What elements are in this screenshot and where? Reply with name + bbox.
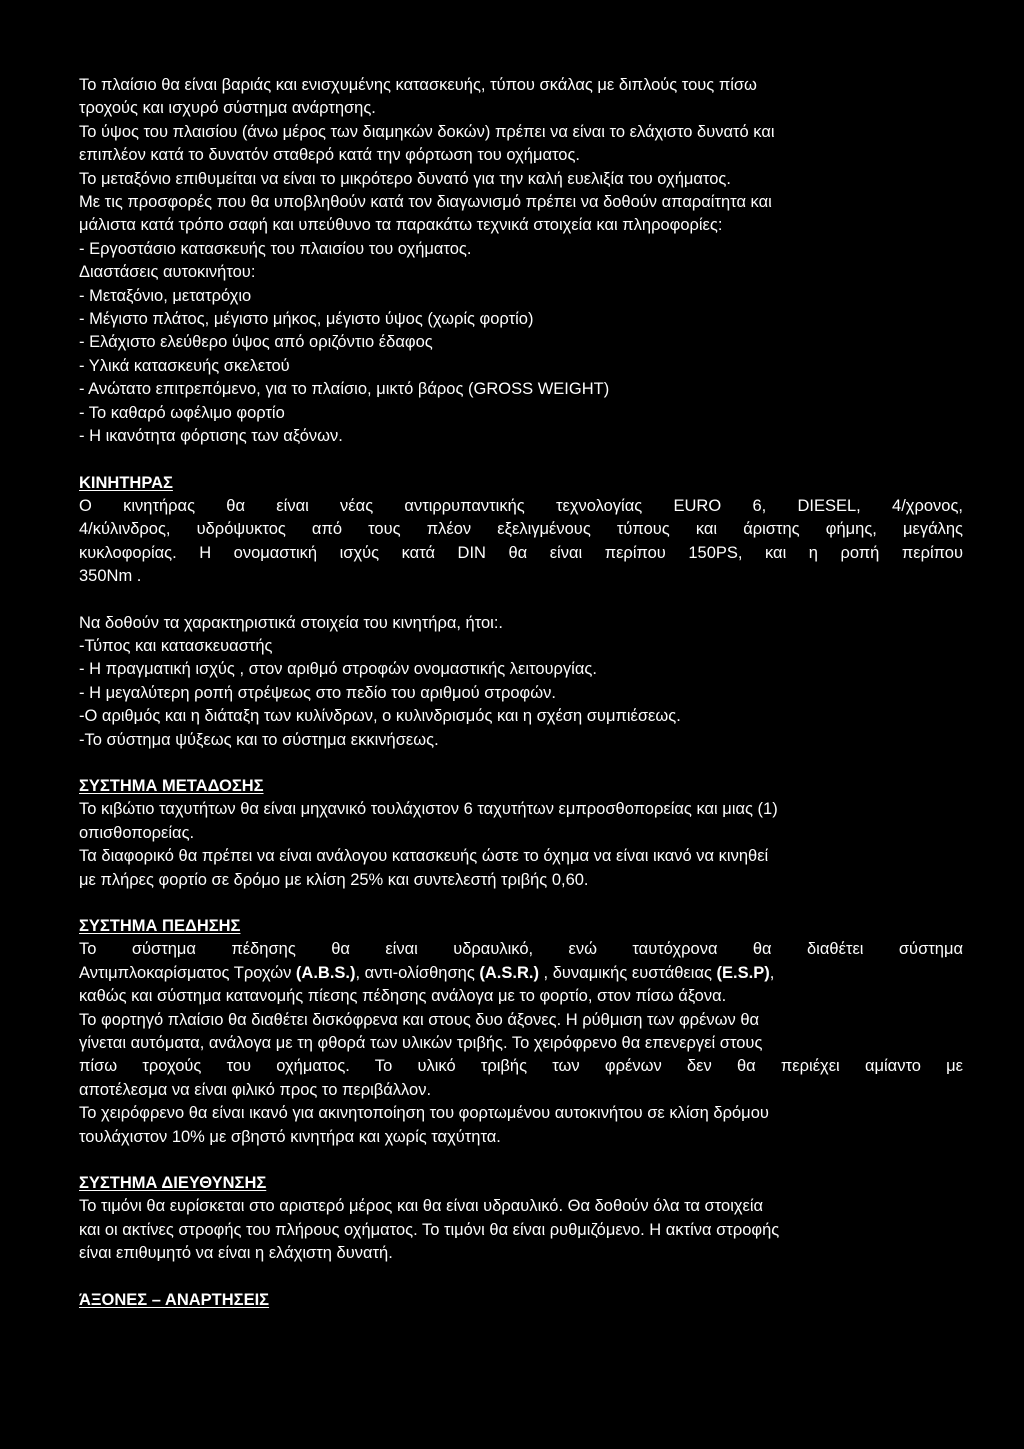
text-line: Το ύψος του πλαισίου (άνω μέρος των διαμηκών δοκών) πρέπει να είναι το ελάχιστο δυνατό και — [79, 122, 775, 141]
engine-section — [79, 472, 963, 752]
list-item: - Ανώτατο επιτρεπόμενο, για το πλαίσιο, μικτό βάρος (GROSS WEIGHT) — [79, 380, 610, 399]
section-heading-transmission: ΣΥΣΤΗΜΑ ΜΕΤΑΔΟΣΗΣ — [79, 776, 264, 795]
list-item: - Εργοστάσιο κατασκευής του πλαισίου του οχήματος. — [79, 239, 472, 258]
steering-section — [79, 1172, 963, 1266]
text-line: Διαστάσεις αυτοκινήτου: — [79, 263, 256, 282]
list-item: - Η πραγματική ισχύς , στον αριθμό στροφών ονομαστικής λειτουργίας. — [79, 660, 597, 679]
list-item: - Η μεγαλύτερη ροπή στρέψεως στο πεδίο του αριθμού στροφών. — [79, 683, 556, 702]
text-span: Αντιμπλοκαρίσματος Τροχών — [79, 963, 296, 982]
text-line: τροχούς και ισχυρό σύστημα ανάρτησης. — [79, 99, 376, 118]
text-line: και οι ακτίνες στροφής του πλήρους οχήματος. Το τιμόνι θα είναι ρυθμιζόμενο. Η ακτίνα στροφής — [79, 1220, 780, 1239]
section-heading-axles: ΆΞΟΝΕΣ – ΑΝΑΡΤΗΣΕΙΣ — [79, 1290, 270, 1309]
text-line: είναι επιθυμητό να είναι η ελάχιστη δυνατή. — [79, 1244, 393, 1263]
text-line: Να δοθούν τα χαρακτηριστικά στοιχεία του κινητήρα, ήτοι:. — [79, 613, 504, 632]
text-line: κυκλοφορίας. Η ονομαστική ισχύς κατά DIN θα είναι περίπου 150PS, και η ροπή περίπου — [79, 543, 963, 562]
text-line: πίσω τροχούς του οχήματος. Το υλικό τριβής των φρένων δεν θα περιέχει αμίαντο με — [79, 1057, 963, 1076]
text-line: 350Nm . — [79, 567, 142, 586]
text-line: Το σύστημα πέδησης θα είναι υδραυλικό, ενώ ταυτόχρονα θα διαθέτει σύστημα — [79, 940, 963, 959]
text-line: καθώς και σύστημα κατανομής πίεσης πέδησης ανάλογα με το φορτίο, στον πίσω άξονα. — [79, 987, 727, 1006]
brakes-section — [79, 915, 963, 1149]
text-span: , — [769, 963, 775, 982]
text-line: Το φορτηγό πλαίσιο θα διαθέτει δισκόφρενα και στους δυο άξονες. Η ρύθμιση των φρένων θα — [79, 1010, 760, 1029]
text-line: Με τις προσφορές που θα υποβληθούν κατά τον διαγωνισμό πρέπει να δοθούν απαραίτητα και — [79, 193, 772, 212]
text-line: Το μεταξόνιο επιθυμείται να είναι το μικρότερο δυνατό για την καλή ευελιξία του οχήματος. — [79, 169, 731, 188]
abbr-asr: (A.S.R.) — [479, 963, 539, 982]
text-line: επιπλέον κατά το δυνατόν σταθερό κατά την φόρτωση του οχήματος. — [79, 146, 581, 165]
text-line: Το πλαίσιο θα είναι βαριάς και ενισχυμένης κατασκευής, τύπου σκάλας με διπλούς τους πίσω — [79, 76, 757, 94]
list-item: - Μέγιστο πλάτος, μέγιστο μήκος, μέγιστο ύψος (χωρίς φορτίο) — [79, 310, 534, 329]
text-line: γίνεται αυτόματα, ανάλογα με τη φθορά των υλικών τριβής. Το χειρόφρενο θα επενεργεί στους — [79, 1034, 763, 1053]
list-item: - Ελάχιστο ελεύθερο ύψος από οριζόντιο έδαφος — [79, 333, 433, 352]
axles-section — [79, 1289, 963, 1312]
text-line: Το τιμόνι θα ευρίσκεται στο αριστερό μέρος και θα είναι υδραυλικό. Θα δοθούν όλα τα στοιχεία — [79, 1197, 764, 1216]
text-line: Το χειρόφρενο θα είναι ικανό για ακινητοποίηση του φορτωμένου αυτοκινήτου σε κλίση δρόμου — [79, 1104, 769, 1123]
document-body — [79, 74, 963, 1312]
text-line: Τα διαφορικό θα πρέπει να είναι ανάλογου κατασκευής ώστε το όχημα να είναι ικανό να κινηθεί — [79, 847, 769, 866]
text-line: με πλήρες φορτίο σε δρόμο με κλίση 25% και συντελεστή τριβής 0,60. — [79, 870, 589, 889]
section-heading-brakes: ΣΥΣΤΗΜΑ ΠΕΔΗΣΗΣ — [79, 917, 241, 935]
list-item: - Η ικανότητα φόρτισης των αξόνων. — [79, 427, 343, 446]
transmission-section — [79, 775, 963, 892]
section-heading-steering: ΣΥΣΤΗΜΑ ΔΙΕΥΘΥΝΣΗΣ — [79, 1174, 267, 1193]
intro-section — [79, 74, 963, 449]
abbr-esp: (E.S.P) — [716, 963, 770, 982]
text-line-mixed — [79, 962, 963, 985]
list-item: -Ο αριθμός και η διάταξη των κυλίνδρων, ο κυλινδρισμός και η σχέση συμπιέσεως. — [79, 707, 681, 726]
text-line: αποτέλεσμα να είναι φιλικό προς το περιβάλλον. — [79, 1080, 432, 1099]
list-item: - Μεταξόνιο, μετατρόχιο — [79, 286, 252, 305]
text-line: 4/κύλινδρος, υδρόψυκτος από τους πλέον εξελιγμένους τύπους και άριστης φήμης, μεγάλης — [79, 520, 963, 539]
list-item: - Το καθαρό ωφέλιμο φορτίο — [79, 403, 285, 422]
text-line: οπισθοπορείας. — [79, 823, 195, 842]
list-item: -Το σύστημα ψύξεως και το σύστημα εκκινήσεως. — [79, 730, 439, 749]
section-heading-engine: ΚΙΝΗΤΗΡΑΣ — [79, 473, 173, 492]
list-item: -Τύπος και κατασκευαστής — [79, 636, 273, 655]
text-span: , αντι-ολίσθησης — [355, 963, 480, 982]
text-span: , δυναμικής ευστάθειας — [538, 963, 717, 982]
text-line: μάλιστα κατά τρόπο σαφή και υπεύθυνο τα παρακάτω τεχνικά στοιχεία και πληροφορίες: — [79, 216, 723, 235]
text-line: τουλάχιστον 10% με σβηστό κινητήρα και χωρίς ταχύτητα. — [79, 1127, 501, 1146]
text-line: Ο κινητήρας θα είναι νέας αντιρρυπαντικής τεχνολογίας EURO 6, DIESEL, 4/χρονος, — [79, 496, 963, 515]
text-line: Το κιβώτιο ταχυτήτων θα είναι μηχανικό τουλάχιστον 6 ταχυτήτων εμπροσθοπορείας και μιας (1) — [79, 800, 778, 819]
list-item: - Υλικά κατασκευής σκελετού — [79, 356, 290, 375]
abbr-abs: (A.B.S.) — [295, 963, 356, 982]
